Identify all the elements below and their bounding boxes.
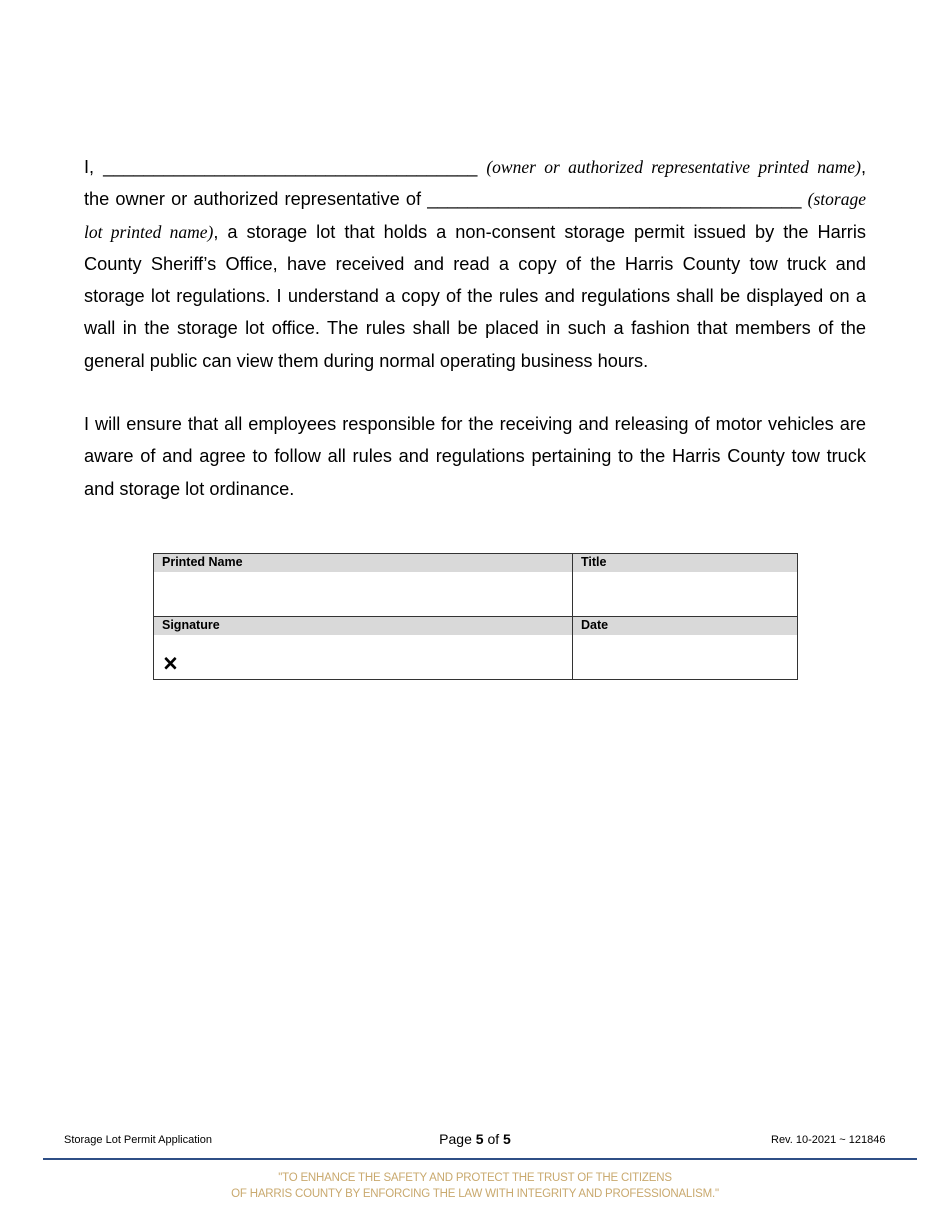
printed-name-cell[interactable] xyxy=(154,554,573,617)
printed-name-field[interactable] xyxy=(154,572,572,616)
acknowledgement-body: , a storage lot that holds a non-consent storage permit issued by the Harris County Sheriff’s Office, have received and read a copy of the Harris County tow truck and storage lot regulations. I understand a copy of the rules and regulations shall be displayed on a wall in the storage lot office. The rules shall be placed in such a fashion that members of the general public can view them during normal operating business hours. xyxy=(84,221,866,371)
page-of: of xyxy=(483,1131,504,1147)
page-total: 5 xyxy=(503,1131,511,1147)
acknowledgement-paragraph xyxy=(84,151,866,377)
date-cell[interactable] xyxy=(573,617,798,680)
storage-lot-name-note: (storage lot printed name) xyxy=(84,189,866,242)
lead-text: I, xyxy=(84,157,95,177)
owner-of-text: the owner or authorized representative of xyxy=(84,189,422,210)
page-prefix: Page xyxy=(439,1131,476,1147)
storage-lot-name-blank[interactable]: _____________________________________ xyxy=(427,189,802,210)
footer-divider xyxy=(43,1158,917,1160)
date-field[interactable] xyxy=(573,635,797,679)
title-label: Title xyxy=(573,554,797,572)
comma: , xyxy=(860,157,866,177)
revision-number: Rev. 10-2021 ~ 121846 xyxy=(771,1134,886,1146)
title-field[interactable] xyxy=(573,572,797,616)
agency-motto xyxy=(0,1170,950,1202)
owner-name-blank[interactable]: _____________________________________ xyxy=(103,157,478,177)
signature-form xyxy=(153,553,798,680)
date-label: Date xyxy=(573,617,797,635)
printed-name-label: Printed Name xyxy=(154,554,572,572)
motto-line-2: OF HARRIS COUNTY BY ENFORCING THE LAW WITH INTEGRITY AND PROFESSIONALISM." xyxy=(231,1188,719,1200)
signature-label: Signature xyxy=(154,617,572,635)
sign-here-x-icon: 🗙 xyxy=(164,653,177,672)
title-cell[interactable] xyxy=(573,554,798,617)
employee-compliance-paragraph: I will ensure that all employees responsible for the receiving and releasing of motor vehicles are aware of and agree to follow all rules and regulations pertaining to the Harris County tow truck and storage lot ordinance. xyxy=(84,414,866,499)
owner-name-note: (owner or authorized representative printed name) xyxy=(486,157,861,177)
footer-document-title: Storage Lot Permit Application xyxy=(64,1134,212,1146)
motto-line-1: "TO ENHANCE THE SAFETY AND PROTECT THE TRUST OF THE CITIZENS xyxy=(278,1172,672,1184)
signature-cell[interactable] xyxy=(154,617,573,680)
page-current: 5 xyxy=(475,1131,484,1147)
signature-field[interactable] xyxy=(154,635,572,679)
